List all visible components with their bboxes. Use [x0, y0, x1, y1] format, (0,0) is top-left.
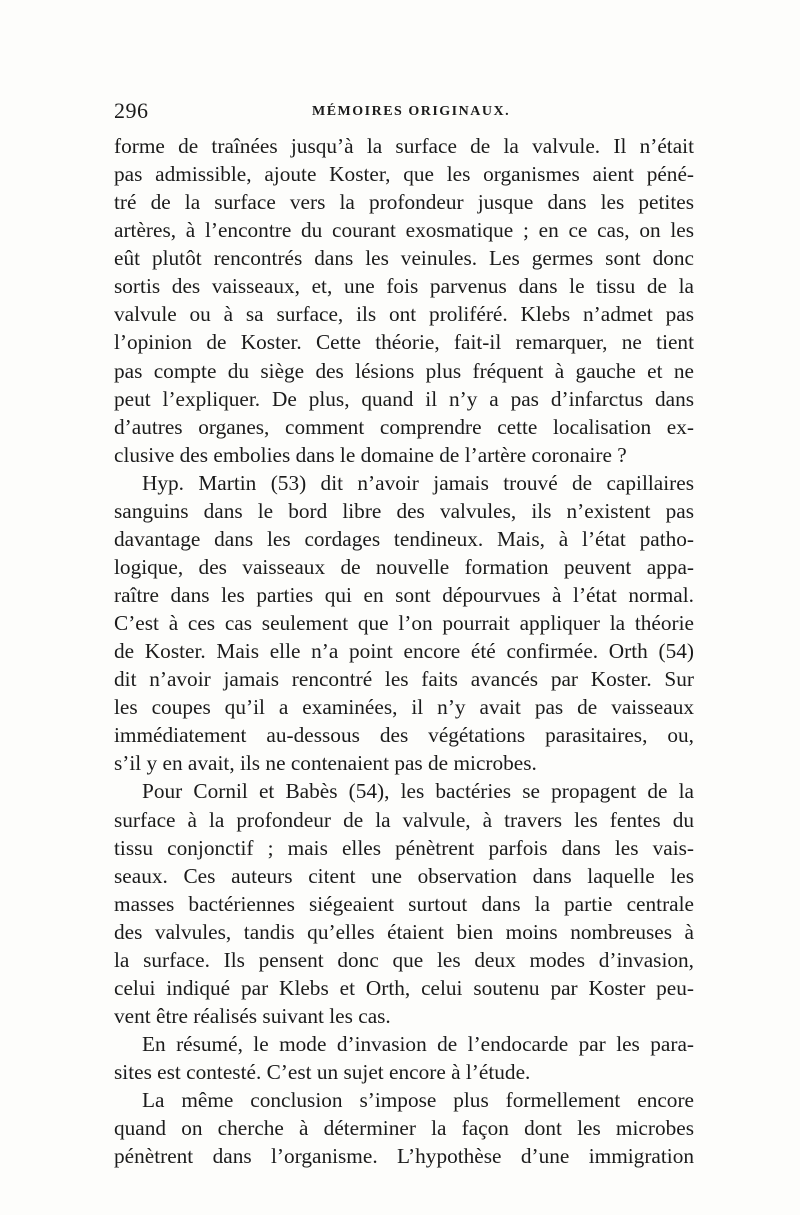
- text-line: sortis des vaisseaux, et, une fois parvenus dans le tissu de la: [114, 274, 694, 299]
- text-line: dit n’avoir jamais rencontré les faits avancés par Koster. Sur: [114, 667, 694, 692]
- text-line: sanguins dans le bord libre des valvules, ils n’existent pas: [114, 498, 694, 523]
- text-line: La même conclusion s’impose plus formellement encore: [142, 1088, 694, 1113]
- text-line: quand on cherche à déterminer la façon dont les microbes: [114, 1116, 694, 1141]
- text-line: celui indiqué par Klebs et Orth, celui soutenu par Koster peu-: [114, 975, 694, 1000]
- body-text: [114, 132, 694, 1170]
- text-line: En résumé, le mode d’invasion de l’endocarde par les para-: [142, 1032, 694, 1056]
- text-line: forme de traînées jusqu’à la surface de la valvule. Il n’était: [114, 134, 694, 158]
- paragraph: [114, 469, 694, 778]
- text-line: clusive des embolies dans le domaine de l’artère coronaire ?: [114, 442, 627, 467]
- text-line: de Koster. Mais elle n’a point encore été confirmée. Orth (54): [114, 639, 694, 664]
- text-line: immédiatement au-dessous des végétations parasitaires, ou,: [114, 723, 694, 748]
- text-line: artères, à l’encontre du courant exosmatique ; en ce cas, on les: [114, 218, 694, 243]
- paragraph: [114, 777, 694, 1030]
- text-line: des valvules, tandis qu’elles étaient bien moins nombreuses à: [114, 919, 694, 944]
- text-line: surface à la profondeur de la valvule, à travers les fentes du: [114, 807, 694, 832]
- page-header: [114, 98, 694, 128]
- text-line: Pour Cornil et Babès (54), les bactéries se propagent de la: [142, 779, 694, 804]
- text-line: s’il y en avait, ils ne contenaient pas de microbes.: [114, 751, 537, 776]
- text-line: logique, des vaisseaux de nouvelle formation peuvent appa-: [114, 554, 694, 579]
- text-line: sites est contesté. C’est un sujet encore à l’étude.: [114, 1060, 531, 1085]
- paragraph: [114, 1086, 694, 1170]
- text-line: davantage dans les cordages tendineux. Mais, à l’état patho-: [114, 526, 694, 551]
- text-line: Hyp. Martin (53) dit n’avoir jamais trouvé de capillaires: [142, 470, 694, 495]
- text-line: valvule ou à sa surface, ils ont proliféré. Klebs n’admet pas: [114, 302, 694, 327]
- page-number: 296: [114, 98, 149, 123]
- paragraph: [114, 1030, 694, 1086]
- text-line: d’autres organes, comment comprendre cette localisation ex-: [114, 414, 694, 439]
- text-line: pas compte du siège des lésions plus fréquent à gauche et ne: [114, 358, 694, 383]
- text-line: peut l’expliquer. De plus, quand il n’y a pas d’infarctus dans: [114, 386, 694, 411]
- text-line: l’opinion de Koster. Cette théorie, fait-il remarquer, ne tient: [114, 330, 694, 355]
- text-line: pénètrent dans l’organisme. L’hypothèse d’une immigration: [114, 1144, 694, 1169]
- text-line: raître dans les parties qui en sont dépourvues à l’état normal.: [114, 583, 694, 607]
- text-line: pas admissible, ajoute Koster, que les organismes aient péné-: [114, 162, 694, 187]
- text-line: C’est à ces cas seulement que l’on pourrait appliquer la théorie: [114, 611, 694, 636]
- text-line: seaux. Ces auteurs citent une observation dans laquelle les: [114, 863, 694, 888]
- text-line: les coupes qu’il a examinées, il n’y avait pas de vaisseaux: [114, 695, 694, 720]
- text-line: masses bactériennes siégeaient surtout dans la partie centrale: [114, 891, 694, 916]
- running-title: MÉMOIRES ORIGINAUX.: [312, 104, 511, 119]
- text-line: vent être réalisés suivant les cas.: [114, 1003, 391, 1028]
- text-line: la surface. Ils pensent donc que les deux modes d’invasion,: [114, 947, 694, 972]
- text-line: eût plutôt rencontrés dans les veinules. Les germes sont donc: [114, 246, 694, 271]
- text-line: tissu conjonctif ; mais elles pénètrent parfois dans les vais-: [114, 835, 694, 860]
- paragraph: [114, 132, 694, 469]
- text-line: tré de la surface vers la profondeur jusque dans les petites: [114, 190, 694, 215]
